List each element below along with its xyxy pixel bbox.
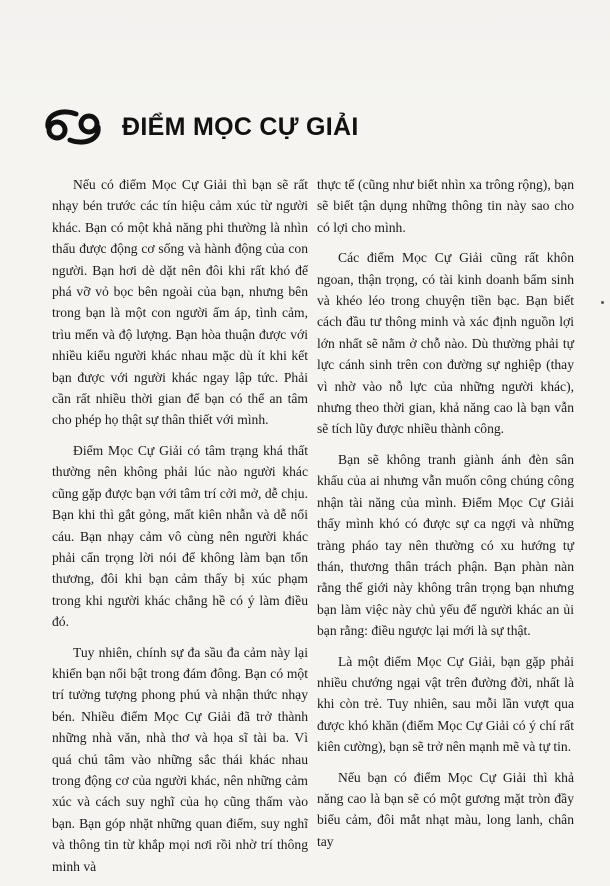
right-text-column — [317, 174, 574, 861]
page-speck — [601, 301, 604, 304]
paragraph-continued: thực tế (cũng như biết nhìn xa trông rộng), bạn sẽ biết tận dụng những thông tin này sao cho có lợi cho mình. — [317, 177, 574, 235]
paragraph: Các điểm Mọc Cự Giải cũng rất khôn ngoan, thận trọng, có tài kinh doanh bẩm sinh và khéo léo trong chuyện tiền bạc. Bạn biết cách đầu tư thông minh và xác định nguồn lợi lớn nhất sẽ nằm ở chỗ nào. Dù thường phải tự lực cánh sinh trên con đường sự nghiệp (thay vì nhờ vào nỗ lực của những người khác), nhưng theo thời gian, khả năng cao là bạn vẫn sẽ tích lũy được nhiều thành công. — [317, 250, 574, 437]
paragraph: Tuy nhiên, chính sự đa sầu đa cảm này lại khiến bạn nổi bật trong đám đông. Bạn có một trí tưởng tượng phong phú và nhận thức nhạy bén. Nhiều điểm Mọc Cự Giải đã trở thành những nhà văn, nhà thơ và họa sĩ tài ba. Vì quá chú tâm vào những sắc thái khác nhau trong động cơ của người khác, nên những cảm xúc và cách suy nghĩ của họ cũng thấm vào bạn. Bạn góp nhặt những quan điểm, suy nghĩ và thông tin từ khắp mọi nơi rồi nhờ trí thông minh và — [52, 644, 308, 874]
chapter-title: ĐIỂM MỌC CỰ GIẢI — [122, 112, 359, 141]
left-text-column — [52, 174, 308, 886]
paragraph: Điểm Mọc Cự Giải có tâm trạng khá thất thường nên không phải lúc nào người khác cũng gặp được bạn với tâm trí cởi mở, dễ chịu. Bạn khi thì gắt gỏng, mất kiên nhẫn và dễ nổi cáu. Bạn nhạy cảm vô cùng nên người khác phải cẩn trọng lời nói để không làm bạn tổn thương, đôi khi bạn cảm thấy bị xúc phạm trong khi người khác chẳng hề có ý làm điều đó. — [52, 442, 308, 630]
paragraph: Bạn sẽ không tranh giành ánh đèn sân khấu của ai nhưng vẫn muốn công chúng công nhận tài năng của mình. Điểm Mọc Cự Giải thấy mình khó có được sự ca ngợi và những tràng pháo tay nên thường có xu hướng tự thán, thương thân trách phận. Bạn phàn nàn rằng thế giới này không trân trọng bạn nhưng bạn làm việc này chủ yếu để người khác an ủi bạn rằng: điều ngược lại mới là sự thật. — [317, 451, 574, 639]
cancer-zodiac-sign-icon — [42, 105, 104, 149]
paragraph: Là một điểm Mọc Cự Giải, bạn gặp phải nhiều chướng ngại vật trên đường đời, nhất là khi còn trẻ. Tuy nhiên, sau mỗi lần vượt qua được khó khăn (điểm Mọc Cự Giải có ý chí rất kiên cường), bạn sẽ trở nên mạnh mẽ và tự tin. — [317, 653, 574, 755]
paragraph: Nếu bạn có điểm Mọc Cự Giải thì khả năng cao là bạn sẽ có một gương mặt tròn đầy biểu cảm, đôi mắt nhạt màu, long lanh, chân tay — [317, 769, 574, 849]
paragraph: Nếu có điểm Mọc Cự Giải thì bạn sẽ rất nhạy bén trước các tín hiệu cảm xúc từ người khác. Bạn có một khả năng phi thường là nhìn thấu được động cơ sống và hành động của con người. Bạn hơi dè dặt nên đôi khi rất khó để phá vỡ vỏ bọc bên ngoài của bạn, nhưng bên trong bạn là một con người ấm áp, tình cảm, trìu mến và độ lượng. Bạn hòa thuận được với nhiều kiểu người khác nhau mặc dù ít khi kết bạn được với người khác ngay lập tức. Phải cần rất nhiều thời gian để bạn có thể an tâm cho phép họ thật sự thân thiết với mình. — [52, 177, 308, 428]
chapter-heading — [42, 92, 359, 162]
